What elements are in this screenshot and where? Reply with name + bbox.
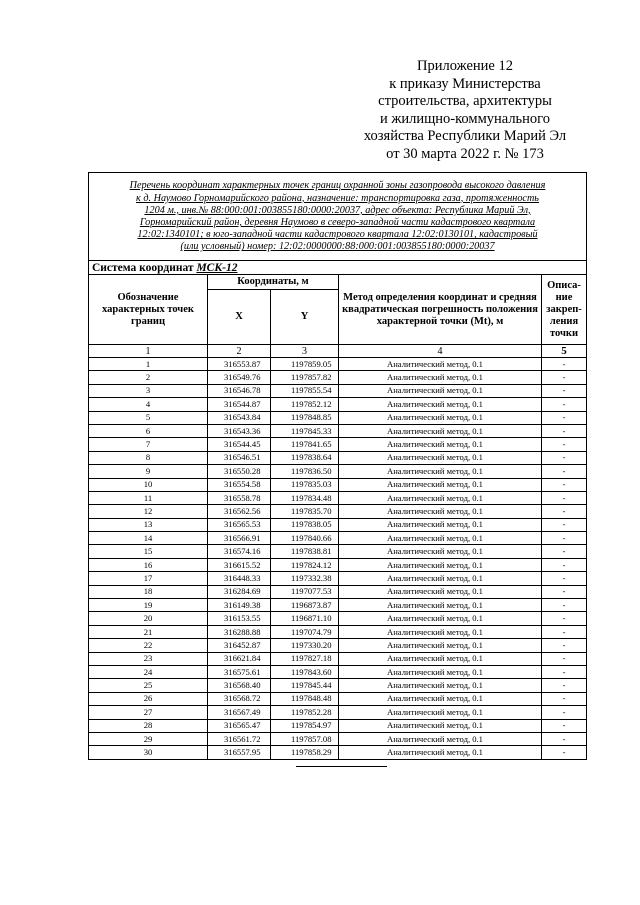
point-number: 17	[89, 572, 208, 585]
coord-x: 316550.28	[208, 465, 271, 478]
table-row	[89, 424, 587, 437]
method: Аналитический метод, 0.1	[339, 384, 542, 397]
table-row	[89, 692, 587, 705]
point-number: 10	[89, 478, 208, 491]
point-number: 8	[89, 451, 208, 464]
coordinates-table	[88, 172, 587, 760]
table-row	[89, 358, 587, 371]
coord-x: 316568.72	[208, 692, 271, 705]
coord-y: 1197838.81	[271, 545, 339, 558]
method: Аналитический метод, 0.1	[339, 612, 542, 625]
point-number: 5	[89, 411, 208, 424]
table-row	[89, 411, 587, 424]
method: Аналитический метод, 0.1	[339, 558, 542, 571]
fixing-description: -	[542, 558, 587, 571]
header-coordinates: Координаты, м	[208, 275, 339, 290]
table-row	[89, 558, 587, 571]
fixing-description: -	[542, 599, 587, 612]
point-number: 22	[89, 639, 208, 652]
coord-y: 1197848.48	[271, 692, 339, 705]
header-description: Описа-ние закреп-ления точки	[542, 275, 587, 345]
coord-y: 1197857.08	[271, 732, 339, 745]
table-row	[89, 746, 587, 759]
coord-y: 1197858.29	[271, 746, 339, 759]
title-line: 1204 м., инв.№ 88:000:001:003855180:0000:20037, адрес объекта: Республика Марий Эл,	[144, 204, 531, 216]
coord-x: 316558.78	[208, 491, 271, 504]
table-row	[89, 505, 587, 518]
method: Аналитический метод, 0.1	[339, 572, 542, 585]
method: Аналитический метод, 0.1	[339, 679, 542, 692]
method: Аналитический метод, 0.1	[339, 706, 542, 719]
method: Аналитический метод, 0.1	[339, 746, 542, 759]
method: Аналитический метод, 0.1	[339, 358, 542, 371]
table-row	[89, 612, 587, 625]
table-row	[89, 599, 587, 612]
table-row	[89, 532, 587, 545]
method: Аналитический метод, 0.1	[339, 665, 542, 678]
table-row	[89, 438, 587, 451]
point-number: 4	[89, 398, 208, 411]
column-number: 4	[339, 345, 542, 358]
method: Аналитический метод, 0.1	[339, 625, 542, 638]
fixing-description: -	[542, 424, 587, 437]
point-number: 29	[89, 732, 208, 745]
point-number: 14	[89, 532, 208, 545]
table-row	[89, 719, 587, 732]
table-row	[89, 384, 587, 397]
coord-x: 316615.52	[208, 558, 271, 571]
fixing-description: -	[542, 572, 587, 585]
fixing-description: -	[542, 639, 587, 652]
table-row	[89, 639, 587, 652]
header-line: Приложение 12	[417, 58, 513, 74]
fixing-description: -	[542, 585, 587, 598]
coord-x: 316574.16	[208, 545, 271, 558]
method: Аналитический метод, 0.1	[339, 732, 542, 745]
fixing-description: -	[542, 491, 587, 504]
header-point: Обозначение характерных точек границ	[89, 275, 208, 345]
coord-y: 1197845.33	[271, 424, 339, 437]
point-number: 7	[89, 438, 208, 451]
point-number: 12	[89, 505, 208, 518]
coord-y: 1197854.97	[271, 719, 339, 732]
table-row	[89, 652, 587, 665]
header-x: X	[208, 290, 271, 345]
coord-y: 1197852.12	[271, 398, 339, 411]
coord-x: 316553.87	[208, 358, 271, 371]
coord-y: 1197857.82	[271, 371, 339, 384]
fixing-description: -	[542, 746, 587, 759]
coord-y: 1197077.53	[271, 585, 339, 598]
coord-x: 316544.45	[208, 438, 271, 451]
point-number: 23	[89, 652, 208, 665]
point-number: 11	[89, 491, 208, 504]
fixing-description: -	[542, 545, 587, 558]
coord-y: 1197855.54	[271, 384, 339, 397]
method: Аналитический метод, 0.1	[339, 545, 542, 558]
fixing-description: -	[542, 358, 587, 371]
method: Аналитический метод, 0.1	[339, 652, 542, 665]
fixing-description: -	[542, 732, 587, 745]
coord-y: 1197332.38	[271, 572, 339, 585]
point-number: 20	[89, 612, 208, 625]
point-number: 6	[89, 424, 208, 437]
fixing-description: -	[542, 451, 587, 464]
method: Аналитический метод, 0.1	[339, 585, 542, 598]
point-number: 25	[89, 679, 208, 692]
table-row	[89, 706, 587, 719]
coord-x: 316575.61	[208, 665, 271, 678]
fixing-description: -	[542, 505, 587, 518]
coord-x: 316452.87	[208, 639, 271, 652]
column-number: 2	[208, 345, 271, 358]
method: Аналитический метод, 0.1	[339, 398, 542, 411]
coord-y: 1197834.48	[271, 491, 339, 504]
coordinate-system-value: МСК-12	[196, 261, 238, 274]
title-line: Горномарийский район, деревня Наумово в северо-западной части кадастрового квартала	[139, 217, 536, 228]
coord-y: 1197835.03	[271, 478, 339, 491]
table-row	[89, 732, 587, 745]
coord-y: 1197840.66	[271, 532, 339, 545]
column-number: 1	[89, 345, 208, 358]
coord-y: 1197835.70	[271, 505, 339, 518]
fixing-description: -	[542, 706, 587, 719]
fixing-description: -	[542, 411, 587, 424]
table-row	[89, 518, 587, 531]
fixing-description: -	[542, 518, 587, 531]
point-number: 13	[89, 518, 208, 531]
coord-x: 316543.36	[208, 424, 271, 437]
header-line: к приказу Министерства	[389, 75, 541, 92]
table-row	[89, 585, 587, 598]
method: Аналитический метод, 0.1	[339, 491, 542, 504]
table-row	[89, 491, 587, 504]
point-number: 3	[89, 384, 208, 397]
fixing-description: -	[542, 625, 587, 638]
coordinate-system-row	[89, 261, 587, 275]
header-line: строительства, архитектуры	[378, 93, 552, 109]
point-number: 15	[89, 545, 208, 558]
coord-x: 316562.56	[208, 505, 271, 518]
coord-x: 316565.53	[208, 518, 271, 531]
fixing-description: -	[542, 398, 587, 411]
coord-x: 316554.58	[208, 478, 271, 491]
coord-x: 316567.49	[208, 706, 271, 719]
coord-x: 316544.87	[208, 398, 271, 411]
point-number: 2	[89, 371, 208, 384]
table-row	[89, 451, 587, 464]
method: Аналитический метод, 0.1	[339, 599, 542, 612]
method: Аналитический метод, 0.1	[339, 451, 542, 464]
coord-x: 316546.78	[208, 384, 271, 397]
coord-x: 316149.38	[208, 599, 271, 612]
title-line: Перечень координат характерных точек границ охранной зоны газопровода высокого давления	[129, 180, 546, 192]
point-number: 19	[89, 599, 208, 612]
coord-y: 1197838.64	[271, 451, 339, 464]
fixing-description: -	[542, 371, 587, 384]
title-line: 12:02:1340101; в юго-западной части кадастрового квартала 12:02:0130101, кадастровый	[137, 229, 538, 241]
coord-y: 1197841.65	[271, 438, 339, 451]
coord-y: 1197852.28	[271, 706, 339, 719]
method: Аналитический метод, 0.1	[339, 505, 542, 518]
method: Аналитический метод, 0.1	[339, 424, 542, 437]
method: Аналитический метод, 0.1	[339, 639, 542, 652]
fixing-description: -	[542, 692, 587, 705]
fixing-description: -	[542, 465, 587, 478]
table-row	[89, 545, 587, 558]
coord-y: 1197859.05	[271, 358, 339, 371]
appendix-header	[350, 58, 580, 163]
header-line: хозяйства Республики Марий Эл	[363, 128, 567, 144]
point-number: 28	[89, 719, 208, 732]
coord-y: 1197836.50	[271, 465, 339, 478]
coord-x: 316568.40	[208, 679, 271, 692]
coord-x: 316546.51	[208, 451, 271, 464]
method: Аналитический метод, 0.1	[339, 438, 542, 451]
point-number: 9	[89, 465, 208, 478]
point-number: 21	[89, 625, 208, 638]
fixing-description: -	[542, 612, 587, 625]
coord-x: 316566.91	[208, 532, 271, 545]
fixing-description: -	[542, 652, 587, 665]
coord-y: 1197824.12	[271, 558, 339, 571]
coord-x: 316284.69	[208, 585, 271, 598]
header-line: от 30 марта 2022 г. № 173	[386, 145, 544, 162]
column-number: 5	[542, 345, 587, 358]
fixing-description: -	[542, 478, 587, 491]
coord-x: 316565.47	[208, 719, 271, 732]
bottom-rule	[296, 766, 387, 767]
table-row	[89, 465, 587, 478]
point-number: 18	[89, 585, 208, 598]
table-row	[89, 371, 587, 384]
table-row	[89, 478, 587, 491]
method: Аналитический метод, 0.1	[339, 518, 542, 531]
coord-y: 1196873.87	[271, 599, 339, 612]
table-row	[89, 572, 587, 585]
header-line: и жилищно-коммунального	[379, 110, 551, 127]
fixing-description: -	[542, 532, 587, 545]
fixing-description: -	[542, 384, 587, 397]
method: Аналитический метод, 0.1	[339, 692, 542, 705]
table-row	[89, 625, 587, 638]
point-number: 1	[89, 358, 208, 371]
fixing-description: -	[542, 438, 587, 451]
coord-x: 316543.84	[208, 411, 271, 424]
fixing-description: -	[542, 665, 587, 678]
coord-y: 1197845.44	[271, 679, 339, 692]
coord-y: 1197330.20	[271, 639, 339, 652]
coord-x: 316153.55	[208, 612, 271, 625]
title-line: (или условный) номер: 12:02:0000000:88:000:001:003855180:0000:20037	[180, 241, 495, 253]
fixing-description: -	[542, 719, 587, 732]
coordinate-system-label: Система координат	[92, 261, 194, 274]
coord-x: 316621.84	[208, 652, 271, 665]
fixing-description: -	[542, 679, 587, 692]
point-number: 26	[89, 692, 208, 705]
method: Аналитический метод, 0.1	[339, 478, 542, 491]
coord-x: 316288.88	[208, 625, 271, 638]
method: Аналитический метод, 0.1	[339, 465, 542, 478]
point-number: 24	[89, 665, 208, 678]
point-number: 16	[89, 558, 208, 571]
coord-y: 1197827.18	[271, 652, 339, 665]
table-title	[89, 173, 587, 261]
table-row	[89, 679, 587, 692]
coord-x: 316557.95	[208, 746, 271, 759]
method: Аналитический метод, 0.1	[339, 411, 542, 424]
coord-y: 1197848.85	[271, 411, 339, 424]
coord-y: 1197843.60	[271, 665, 339, 678]
point-number: 27	[89, 706, 208, 719]
method: Аналитический метод, 0.1	[339, 532, 542, 545]
coord-x: 316561.72	[208, 732, 271, 745]
table-row	[89, 398, 587, 411]
point-number: 30	[89, 746, 208, 759]
header-y: Y	[271, 290, 339, 345]
header-method: Метод определения координат и средняя квадратическая погрешность положения характерной точки (Mt), м	[339, 275, 542, 345]
column-number: 3	[271, 345, 339, 358]
coord-y: 1197838.05	[271, 518, 339, 531]
table-row	[89, 665, 587, 678]
title-line: к д. Наумово Горномарийского района, назначение: транспортировка газа, протяженность	[136, 192, 539, 204]
coord-y: 1197074.79	[271, 625, 339, 638]
coord-x: 316549.76	[208, 371, 271, 384]
coord-x: 316448.33	[208, 572, 271, 585]
method: Аналитический метод, 0.1	[339, 719, 542, 732]
method: Аналитический метод, 0.1	[339, 371, 542, 384]
coord-y: 1196871.10	[271, 612, 339, 625]
